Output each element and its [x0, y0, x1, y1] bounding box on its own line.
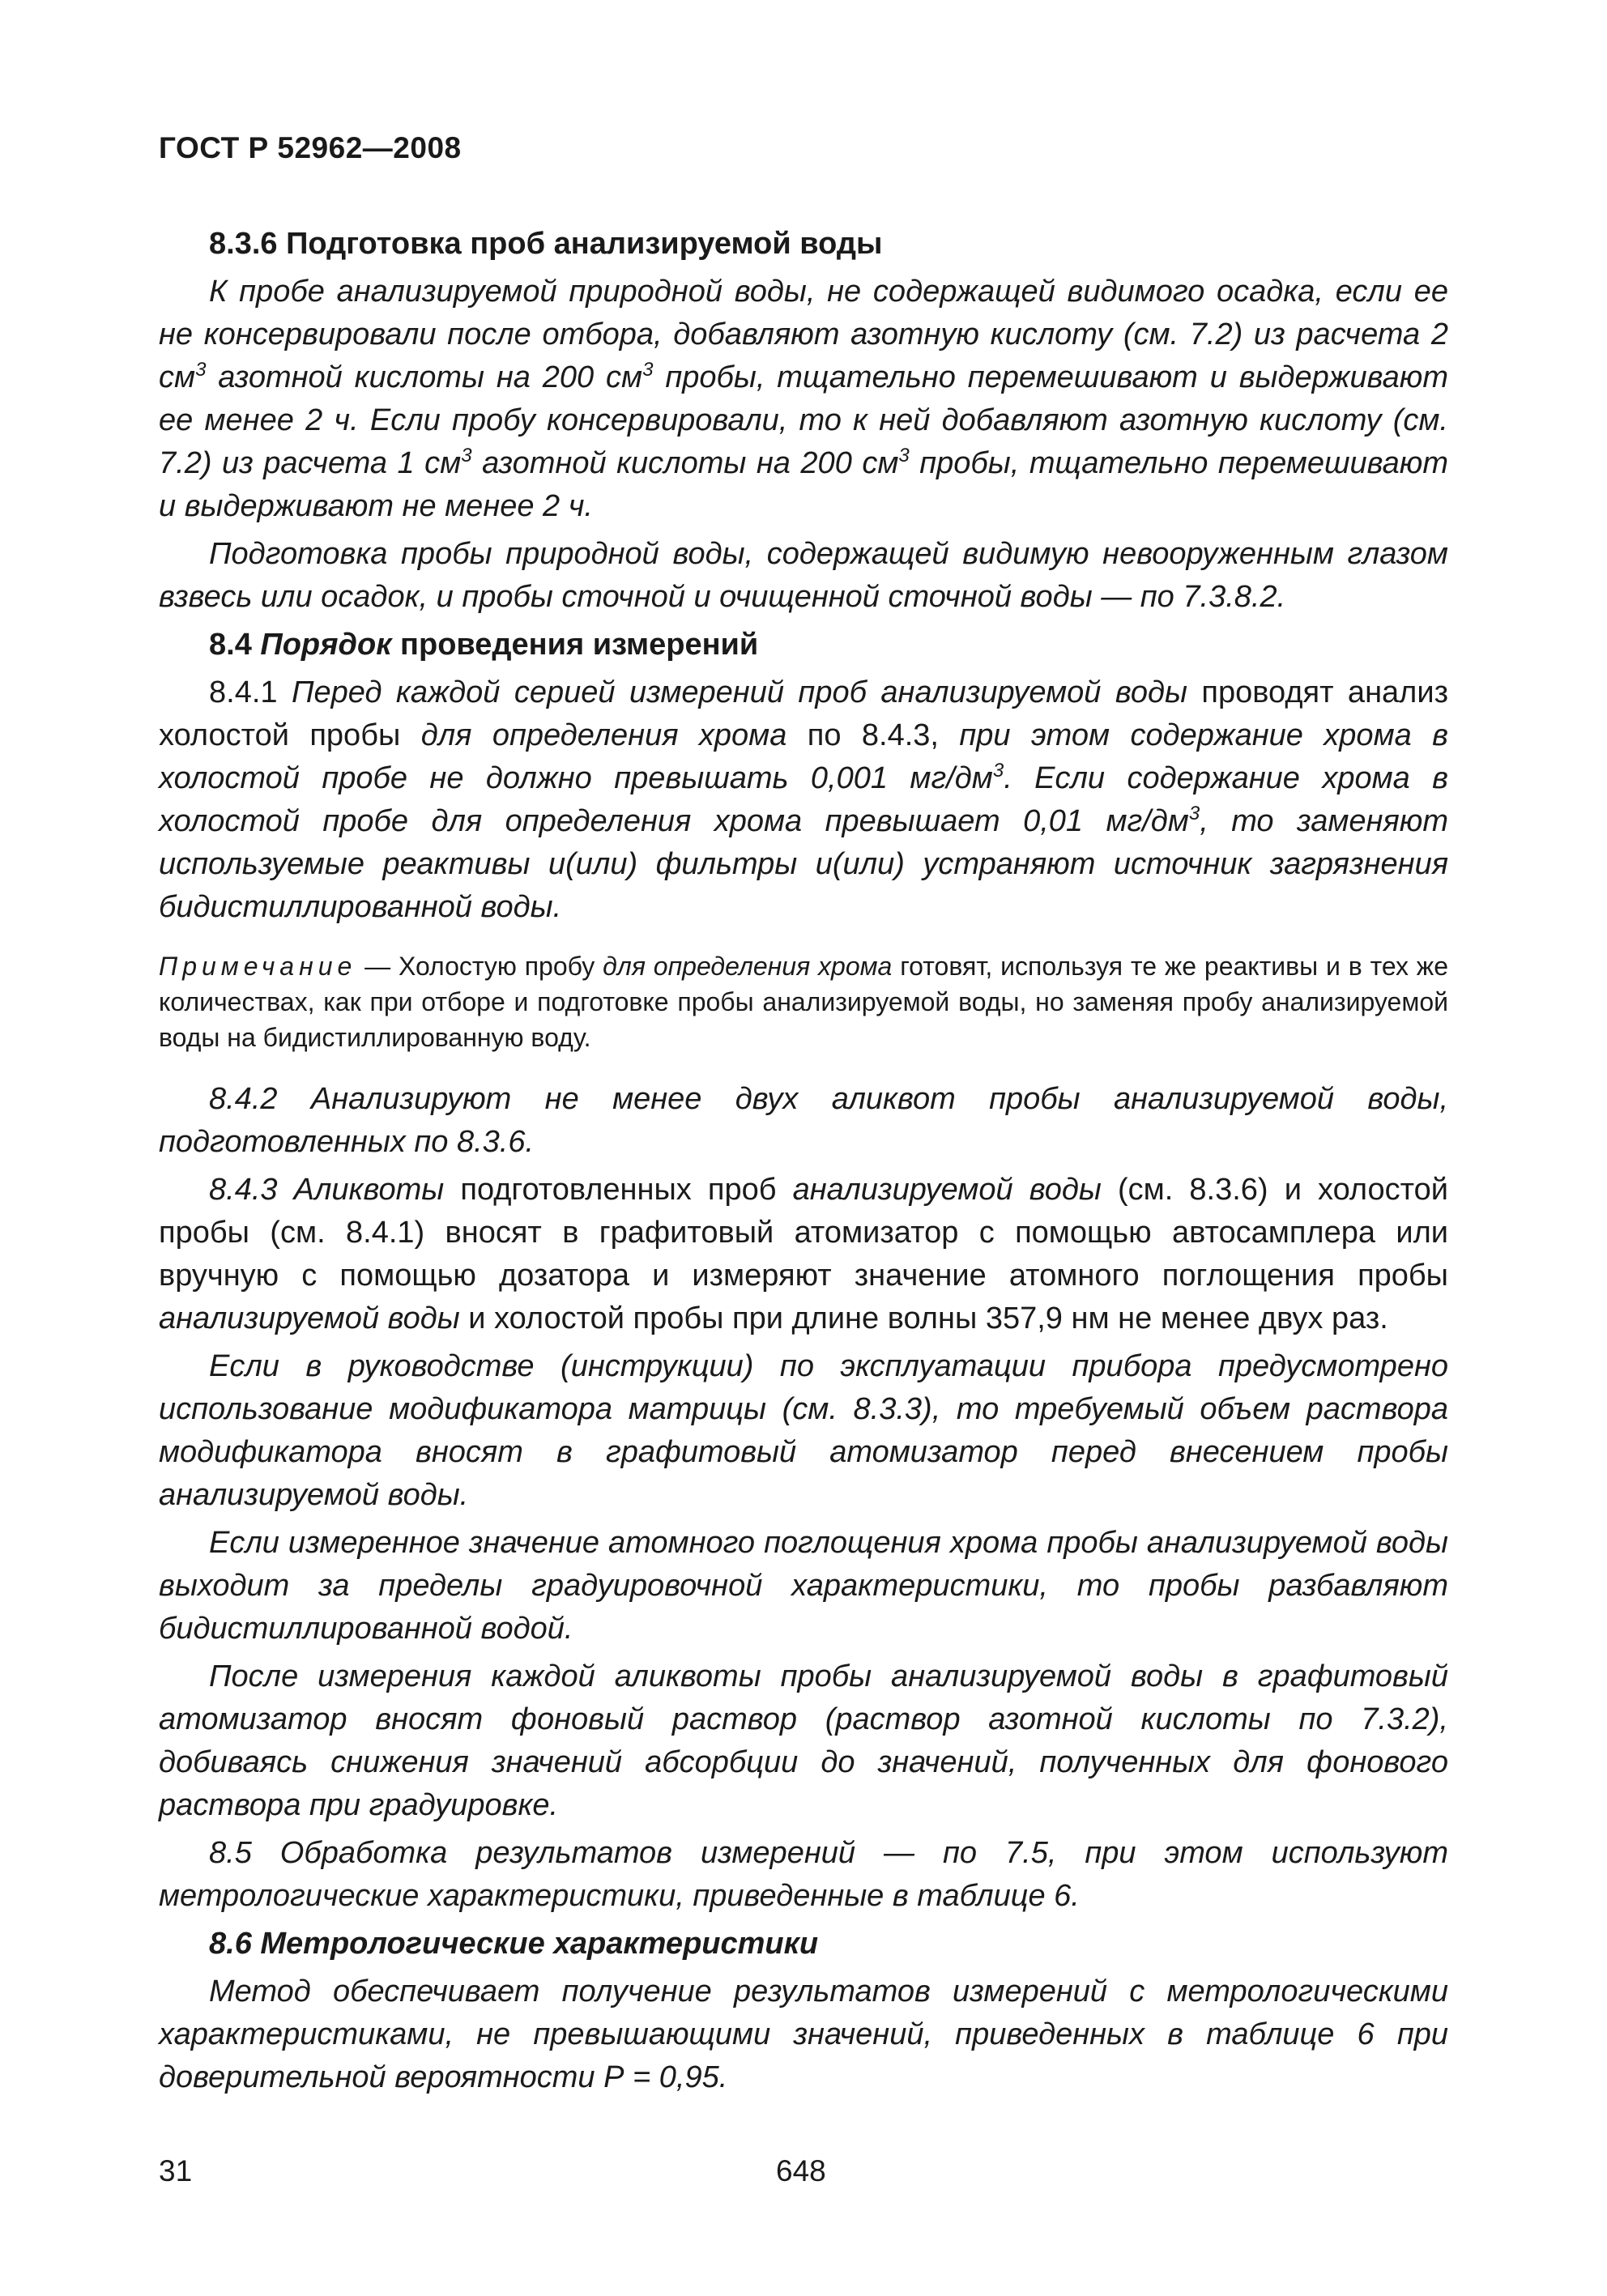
note-label: Примечание: [159, 952, 357, 981]
document-id-header: ГОСТ Р 52962—2008: [159, 131, 462, 164]
section-86-title: 8.6 Метрологические характеристики: [209, 1927, 819, 1961]
background-solution-paragraph: После измерения каждой аликвоты пробы анализируемой воды в графитовый атомизатор вносят фоновый раствор (раствор азотной кислоты по 7.3.2), добиваясь снижения значений абсорбции до значений, полученных для фонового раствора при градуировке.: [159, 1659, 1448, 1822]
dilution-paragraph: Если измеренное значение атомного поглощения хрома пробы анализируемой воды выходит за пределы градуировочной характеристики, то пробы разбавляют бидистиллированной водой.: [159, 1526, 1448, 1646]
section-84-title: 8.4 Порядок проведения измерений: [209, 628, 759, 662]
section-842-paragraph: 8.4.2 Анализируют не менее двух аликвот пробы анализируемой воды, подготовленных по 8.3.6.: [159, 1082, 1448, 1159]
section-836-paragraph-1: К пробе анализируемой природной воды, не содержащей видимого осадка, если ее не консервировали после отбора, добавляют азотную кислоту (см. 7.2) из расчета 2 $см^3$ азотной кислоты на 200 $см^3$ пробы, тщательно перемешивают и выдерживают ее менее 2 ч. Если пробу консервировали, то к ней добавляют азотную кислоту (см. 7.2) из расчета 1 $см^3$ азотной кислоты на 200 $см^3$ пробы, тщательно перемешивают и выдерживают не менее 2 ч.: [159, 275, 1448, 523]
section-841-paragraph: 8.4.1 Перед каждой серией измерений проб анализируемой воды проводят анализ холостой пробы для определения хрома по 8.4.3, при этом содержание хрома в холостой пробе не должно превышать 0,001 $мг/дм^3$. Если содержание хрома в холостой пробе для определения хрома превышает 0,01 $мг/дм^3$, то заменяют используемые реактивы и(или) фильтры и(или) устраняют источник загрязнения бидистиллированной воды.: [159, 675, 1449, 924]
section-843-paragraph: 8.4.3 Аликвоты подготовленных проб анализируемой воды (см. 8.3.6) и холостой пробы (см. 8.4.1) вносят в графитовый атомизатор с помощью автосамплера или вручную с помощью дозатора и измеряют значение атомного поглощения пробы анализируемой воды и холостой пробы при длине волны 357,9 нм не менее двух раз.: [159, 1173, 1448, 1335]
section-836-title: 8.3.6 Подготовка проб анализируемой воды: [209, 227, 883, 261]
page-number-left: 31: [159, 2154, 193, 2187]
document-body: [159, 223, 1448, 2104]
page-number-center: 648: [776, 2154, 826, 2187]
section-85-paragraph: 8.5 Обработка результатов измерений — по 7.5, при этом используют метрологические характеристики, приведенные в таблице 6.: [159, 1836, 1448, 1913]
note-paragraph: Примечание — Холостую пробу для определения хрома готовят, используя те же реактивы и в тех же количествах, как при отборе и подготовке пробы анализируемой воды, но заменяя пробу анализируемой воды на бидистиллированную воду.: [159, 952, 1449, 1052]
section-836-paragraph-2: Подготовка пробы природной воды, содержащей видимую невооруженным глазом взвесь или осадок, и пробы сточной и очищенной сточной воды — по 7.3.8.2.: [159, 537, 1448, 614]
section-86-paragraph: Метод обеспечивает получение результатов измерений с метрологическими характеристиками, не превышающими значений, приведенных в таблице 6 при доверительной вероятности Р = 0,95.: [159, 1974, 1448, 2094]
modifier-paragraph: Если в руководстве (инструкции) по эксплуатации прибора предусмотрено использование модификатора матрицы (см. 8.3.3), то требуемый объем раствора модификатора вносят в графитовый атомизатор перед внесением пробы анализируемой воды.: [159, 1349, 1448, 1512]
